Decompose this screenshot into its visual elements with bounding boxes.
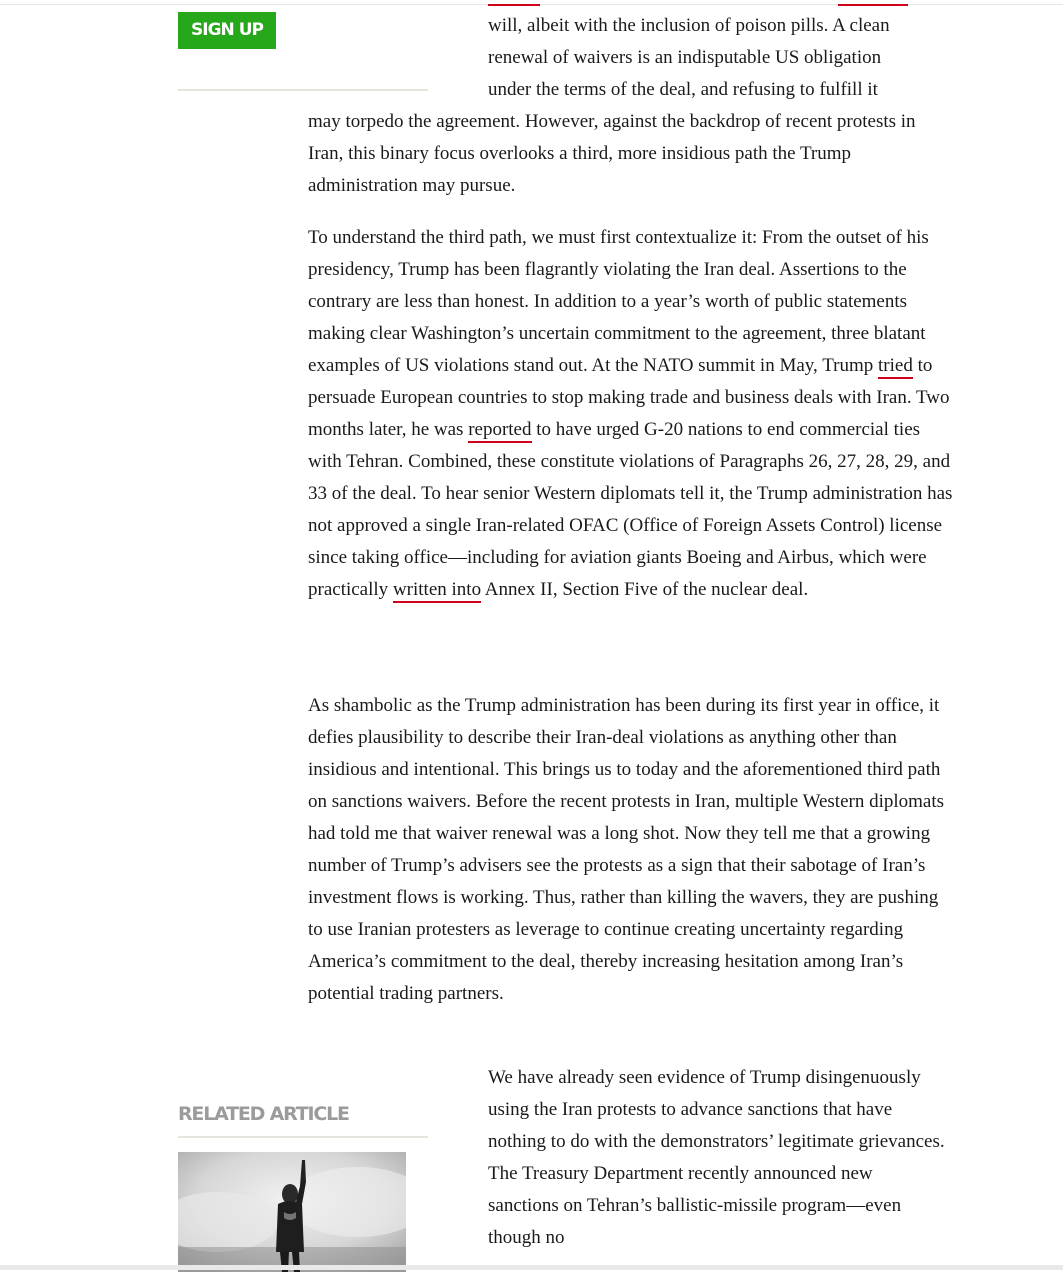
link-underline-fragment[interactable] <box>838 4 908 6</box>
reported-link[interactable]: reported <box>468 419 531 443</box>
tried-link[interactable]: tried <box>878 355 913 379</box>
paragraph-line: will, albeit with the inclusion of poison pills. A clean <box>488 15 890 36</box>
paragraph-text: As shambolic as the Trump administration has been during its first year in office, it defies plausibility to describe their Iran-deal violations as anything other than insidious and intentional. This brings us to today and the aforementioned third path on sanctions waivers. Before the recent protests in Iran, multiple Western diplomats had told me that waiver renewal was a long shot. Now they tell me that a growing number of Trump’s advisers see the protests as a sign that their sabotage of Iran’s investment flows is working. Thus, rather than killing the wavers, they are pushing to use Iranian protesters as leverage to continue creating uncertainty regarding America’s commitment to the deal, thereby increasing hesitation among Iran’s potential trading partners. <box>308 695 945 1004</box>
written-into-link[interactable]: written into <box>393 579 481 603</box>
related-article-label: RELATED ARTICLE <box>178 1103 349 1125</box>
text-segment: Annex II, Section Five of the nuclear deal. <box>481 579 809 600</box>
related-divider <box>178 1136 428 1138</box>
link-underline-fragment[interactable] <box>488 4 540 6</box>
article-paragraph-3 <box>308 690 953 1010</box>
text-segment: To understand the third path, we must first contextualize it: From the outset of his presidency, Trump has been flagrantly violating the Iran deal. Assertions to the contrary are less than honest. In addition to a year’s worth of public statements making clear Washington’s uncertain commitment to the agreement, three blatant examples of US violations stand out. At the NATO summit in May, Trump <box>308 227 929 376</box>
paragraph-text: may torpedo the agreement. However, against the backdrop of recent protests in Iran, this binary focus overlooks a third, more insidious path the Trump administration may pursue. <box>308 111 916 196</box>
article-paragraph-2 <box>308 222 953 606</box>
protest-photo-image <box>178 1152 406 1272</box>
bottom-scrollbar-track <box>0 1265 1063 1270</box>
text-segment: to have urged G-20 nations to end commercial ties with Tehran. Combined, these constitute violations of Paragraphs 26, 27, 28, 29, and 33 of the deal. To hear senior Western diplomats tell it, the Trump administration has not approved a single Iran-related OFAC (Office of Foreign Assets Control) license since taking office—including for aviation giants Boeing and Airbus, which were practically <box>308 419 953 600</box>
article-paragraph-4 <box>488 1062 948 1254</box>
paragraph-line: renewal of waivers is an indisputable US obligation <box>488 47 882 68</box>
related-article <box>178 1100 428 1272</box>
article-paragraph-1 <box>308 10 953 202</box>
text-segment: to persuade European countries to stop making trade and business deals with Iran. Two months later, he was <box>308 355 950 440</box>
paragraph-text <box>308 222 953 606</box>
paragraph-text: We have already seen evidence of Trump disingenuously using the Iran protests to advance sanctions that have nothing to do with the demonstrators’ legitimate grievances. The Treasury Department recently announced new sanctions on Tehran’s ballistic-missile program—even though no <box>488 1067 945 1248</box>
related-article-thumbnail[interactable] <box>178 1152 406 1272</box>
paragraph-line: under the terms of the deal, and refusing to fulfill it <box>488 79 878 100</box>
sign-up-button[interactable]: SIGN UP <box>178 12 276 49</box>
